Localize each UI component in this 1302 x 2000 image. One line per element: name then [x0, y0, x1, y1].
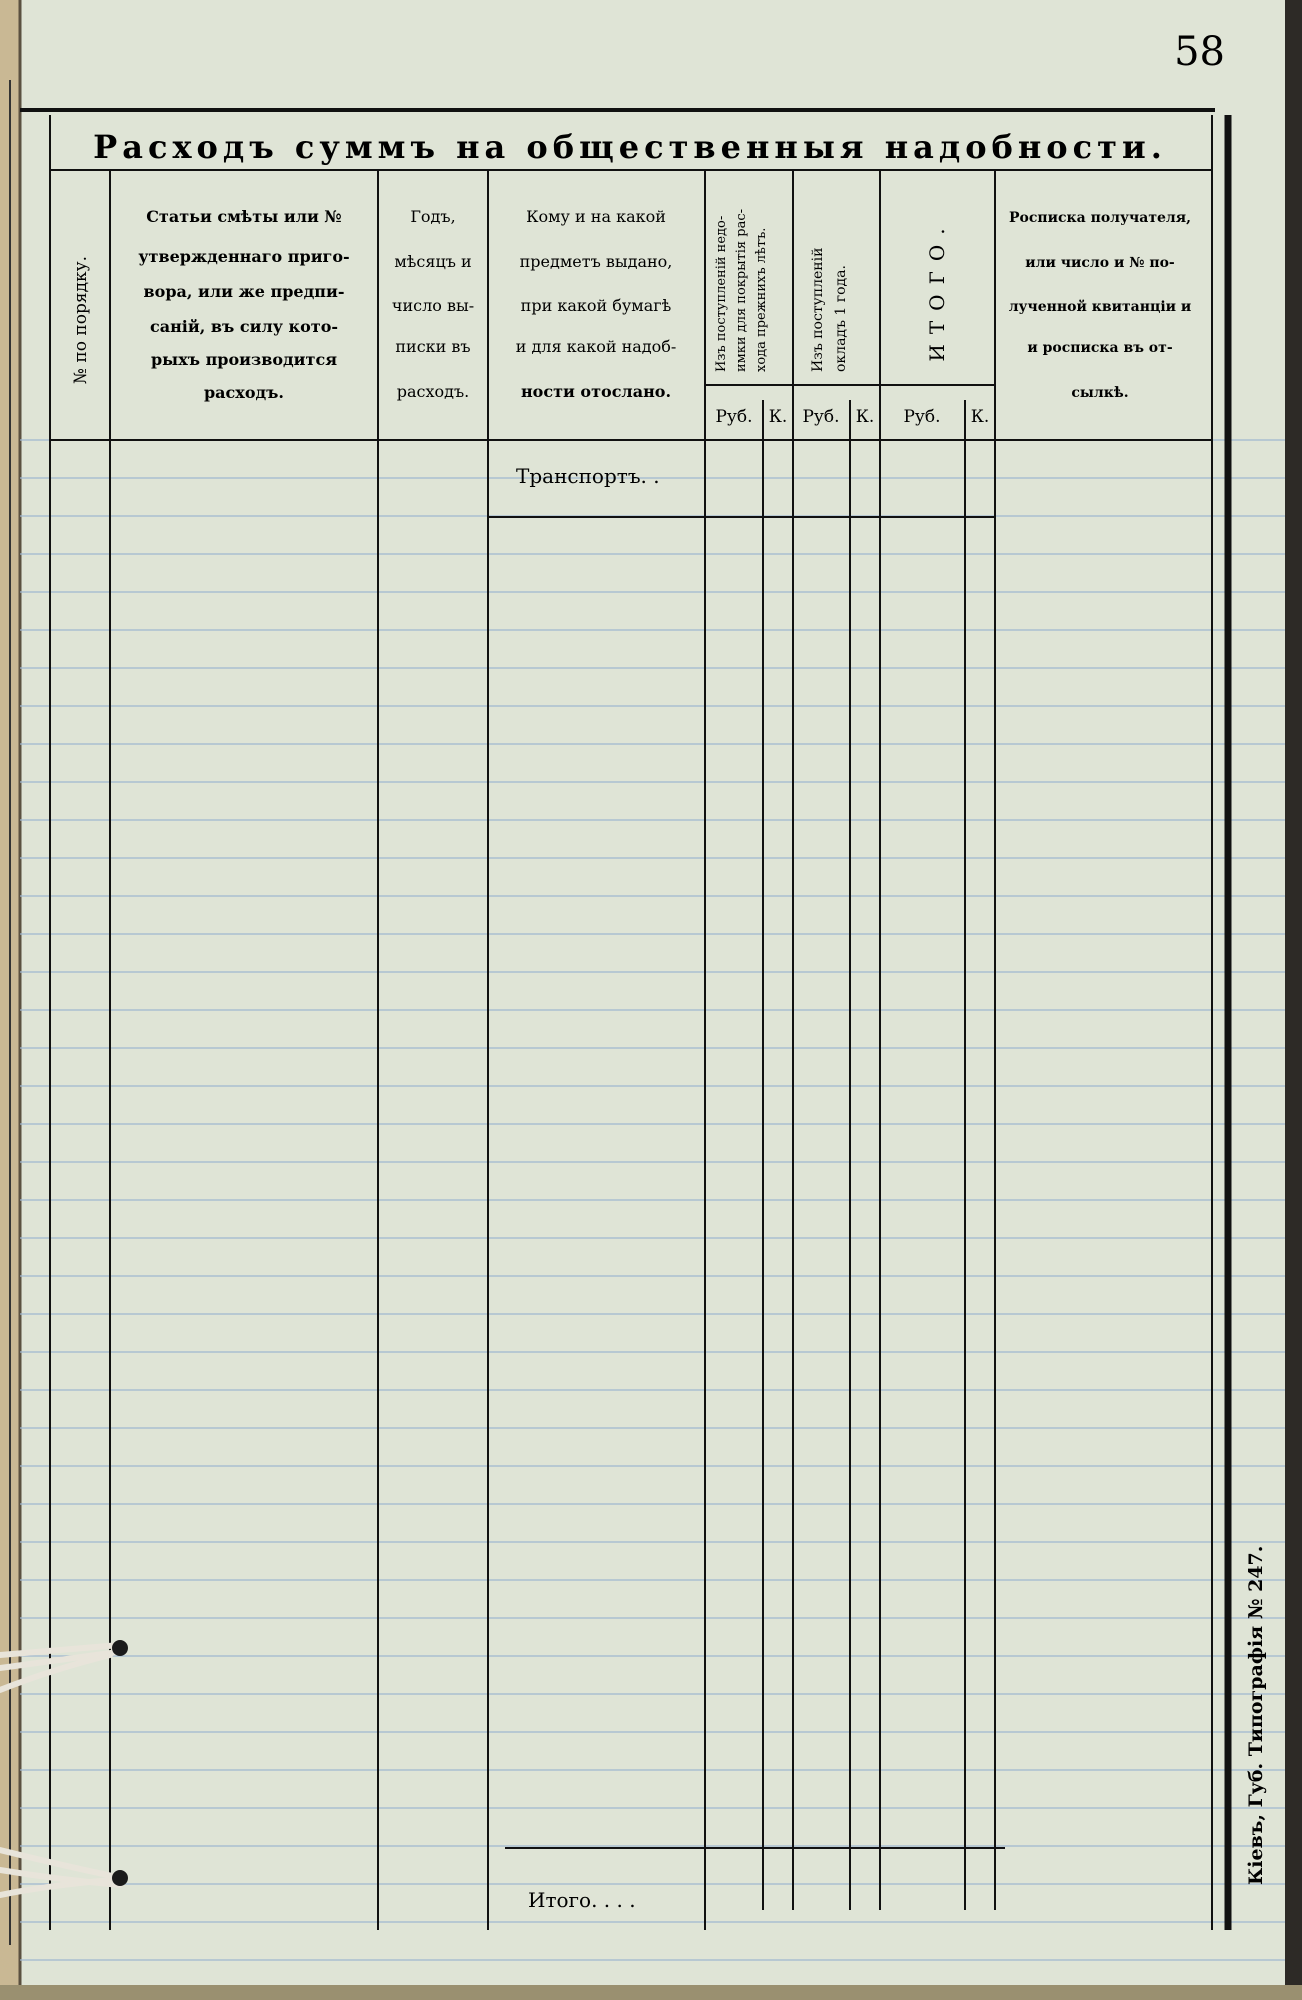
header-current-line: Изъ поступленій	[810, 247, 826, 372]
header-receipt-line: или число и № по-	[1025, 255, 1175, 271]
unit-rub: Руб.	[715, 407, 753, 427]
header-articles-line: расходъ.	[203, 383, 285, 402]
header-order-no: № по порядку.	[71, 255, 91, 385]
header-arrears-line: Изъ поступленій недо-	[714, 215, 729, 372]
ruled-lines	[20, 440, 1285, 1960]
header-receipt-line: Росписка получателя,	[1008, 210, 1192, 226]
header-recipient-line: ности отослано.	[520, 382, 672, 401]
header-date-line: писки въ	[395, 337, 471, 356]
table-title: Расходъ суммъ на общественныя надобности.	[93, 128, 1167, 166]
header-receipt-line: сылкѣ.	[1071, 385, 1129, 401]
printer-imprint: Кіевъ, Губ. Типографія № 247.	[1245, 1545, 1267, 1885]
header-articles-line: саній, въ силу кото-	[149, 317, 339, 336]
header-date-line: мѣсяцъ и	[394, 252, 472, 271]
page-number: 58	[1174, 29, 1225, 75]
header-recipient-line: при какой бумагѣ	[520, 296, 672, 315]
header-date-line: расходъ.	[396, 382, 470, 401]
header-receipt-line: лученной квитанціи и	[1008, 299, 1192, 315]
unit-kop: К.	[768, 407, 788, 427]
unit-rub: Руб.	[802, 407, 840, 427]
header-date-line: число вы-	[391, 296, 475, 315]
header-recipient-line: Кому и на какой	[526, 207, 666, 226]
header-articles-line: вора, или же предпи-	[143, 282, 345, 301]
header-articles-line: рыхъ производится	[150, 350, 338, 369]
unit-kop: К.	[970, 407, 990, 427]
header-arrears-line: имки для покрытія рас-	[734, 208, 749, 372]
binding-hole	[112, 1870, 128, 1886]
header-arrears-line: хода прежнихъ лѣтъ.	[754, 227, 769, 372]
header-date-line: Годъ,	[410, 207, 456, 226]
transport-label: Транспортъ. .	[516, 464, 660, 488]
bottom-edge	[0, 1985, 1302, 2000]
unit-kop: К.	[855, 407, 875, 427]
binding-hole	[112, 1640, 128, 1656]
itogo-label: Итого. . . .	[528, 1888, 636, 1912]
header-recipient-line: и для какой надоб-	[515, 337, 677, 356]
header-current-line: окладъ 1 года.	[833, 265, 849, 372]
header-receipt-line: и росписка въ от-	[1027, 340, 1173, 356]
header-arrears	[714, 209, 769, 372]
header-articles-line: утвержденнаго приго-	[138, 247, 350, 266]
header-articles-line: Статьи смѣты или №	[146, 207, 342, 226]
unit-rub: Руб.	[903, 407, 941, 427]
header-recipient-line: предметъ выдано,	[519, 252, 673, 271]
header-total: ИТОГО.	[925, 218, 949, 362]
right-edge	[1285, 0, 1302, 2000]
